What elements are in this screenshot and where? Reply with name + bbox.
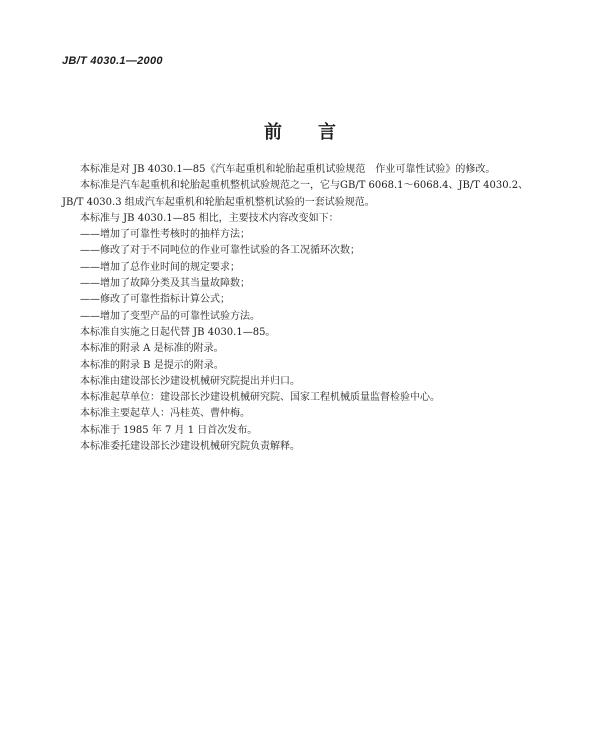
change-item: ——修改了可靠性指标计算公式； [80, 294, 230, 306]
page-title: 前 言 [264, 122, 336, 143]
preface-paragraph: 本标准的附录 B 是提示的附录。 [80, 359, 224, 371]
change-item: ——增加了变型产品的可靠性试验方法。 [80, 310, 260, 322]
preface-paragraph: 本标准与 JB 4030.1—85 相比，主要技术内容改变如下： [80, 212, 339, 224]
preface-paragraph: 本标准是汽车起重机和轮胎起重机整机试验规范之一，它与GB/T 6068.1～6068.4、JB/T 4030.2、 [80, 180, 529, 192]
preface-paragraph-continuation: JB/T 4030.3 组成汽车起重机和轮胎起重机整机试验的一套试验规范。 [62, 196, 375, 208]
change-item: ——增加了可靠性考核时的抽样方法； [80, 229, 250, 241]
preface-paragraph: 本标准是对 JB 4030.1—85《汽车起重机和轮胎起重机试验规范 作业可靠性试验》的修改。 [80, 164, 496, 175]
preface-body [62, 162, 552, 455]
change-item: ——修改了对于不同吨位的作业可靠性试验的各工况循环次数； [80, 245, 360, 257]
preface-paragraph: 本标准由建设部长沙建设机械研究院提出并归口。 [80, 375, 300, 387]
preface-paragraph: 本标准起草单位：建设部长沙建设机械研究院、国家工程机械质量监督检验中心。 [80, 392, 440, 404]
preface-paragraph: 本标准的附录 A 是标准的附录。 [80, 343, 224, 355]
preface-paragraph: 本标准于 1985 年 7 月 1 日首次发布。 [80, 424, 258, 436]
change-item: ——增加了故障分类及其当量故障数； [80, 278, 250, 290]
preface-paragraph: 本标准主要起草人：冯桂英、曹仲梅。 [80, 408, 250, 420]
preface-paragraph: 本标准自实施之日起代替 JB 4030.1—85。 [80, 326, 276, 338]
standard-number: JB/T 4030.1—2000 [62, 55, 163, 67]
preface-paragraph: 本标准委托建设部长沙建设机械研究院负责解释。 [80, 441, 300, 453]
change-item: ——增加了总作业时间的规定要求； [80, 261, 240, 273]
